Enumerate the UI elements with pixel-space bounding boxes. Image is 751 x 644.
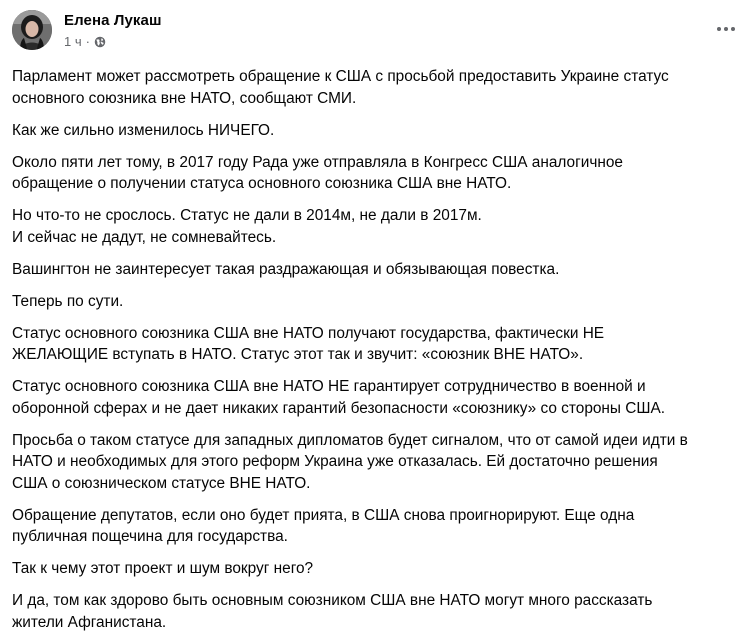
post-paragraph: Как же сильно изменилось НИЧЕГО. — [12, 121, 275, 139]
post-text — [12, 66, 738, 644]
post-time[interactable]: 1 ч — [64, 34, 82, 49]
post-paragraph: И да, том как здорово быть основным союзником США вне НАТО могут много рассказать жители Афганистана. — [12, 592, 653, 631]
post-paragraph: Парламент может рассмотреть обращение к США с просьбой предоставить Украине статус основного союзника вне НАТО, сообщают СМИ. — [12, 68, 669, 107]
meta-separator: · — [85, 34, 90, 49]
more-dot — [731, 27, 735, 31]
post-paragraph: Но что-то не срослось. Статус не дали в 2014м, не дали в 2017м. И сейчас не дадут, не сомневайтесь. — [12, 207, 482, 246]
globe-icon[interactable] — [94, 36, 106, 48]
post-paragraph: Около пяти лет тому, в 2017 году Рада уже отправляла в Конгресс США аналогичное обращение о получении статуса основного союзника США вне НАТО. — [12, 153, 623, 192]
more-dot — [717, 27, 721, 31]
post-paragraph: Обращение депутатов, если оно будет прията, в США снова проигнорируют. Еще одна публичная пощечина для государства. — [12, 506, 635, 545]
post-paragraph: Статус основного союзника США вне НАТО НЕ гарантирует сотрудничество в военной и оборонной сферах и не дает никаких гарантий безопасности «союзнику» со стороны США. — [12, 378, 666, 417]
author-name[interactable]: Елена Лукаш — [64, 12, 162, 29]
post-header — [12, 10, 739, 54]
post-paragraph: Вашингтон не заинтересует такая раздражающая и обязывающая повестка. — [12, 260, 560, 278]
post-paragraph: Просьба о таком статусе для западных дипломатов будет сигналом, что от самой идеи идти в НАТО и необходимых для этого реформ Украина уже отказалась. Ей достаточно решения США о союзническом статусе ВНЕ НАТО. — [12, 431, 688, 492]
post-meta — [64, 34, 106, 49]
avatar-photo — [12, 10, 52, 50]
post-paragraph: Так к чему этот проект и шум вокруг него? — [12, 560, 314, 577]
author-avatar[interactable] — [12, 10, 52, 50]
more-options-icon[interactable] — [715, 20, 737, 38]
post-paragraph: Статус основного союзника США вне НАТО получают государства, фактически НЕ ЖЕЛАЮЩИЕ вступать в НАТО. Статус этот так и звучит: «союзник ВНЕ НАТО». — [12, 324, 605, 363]
more-dot — [724, 27, 728, 31]
post-paragraph: Теперь по сути. — [12, 292, 124, 310]
